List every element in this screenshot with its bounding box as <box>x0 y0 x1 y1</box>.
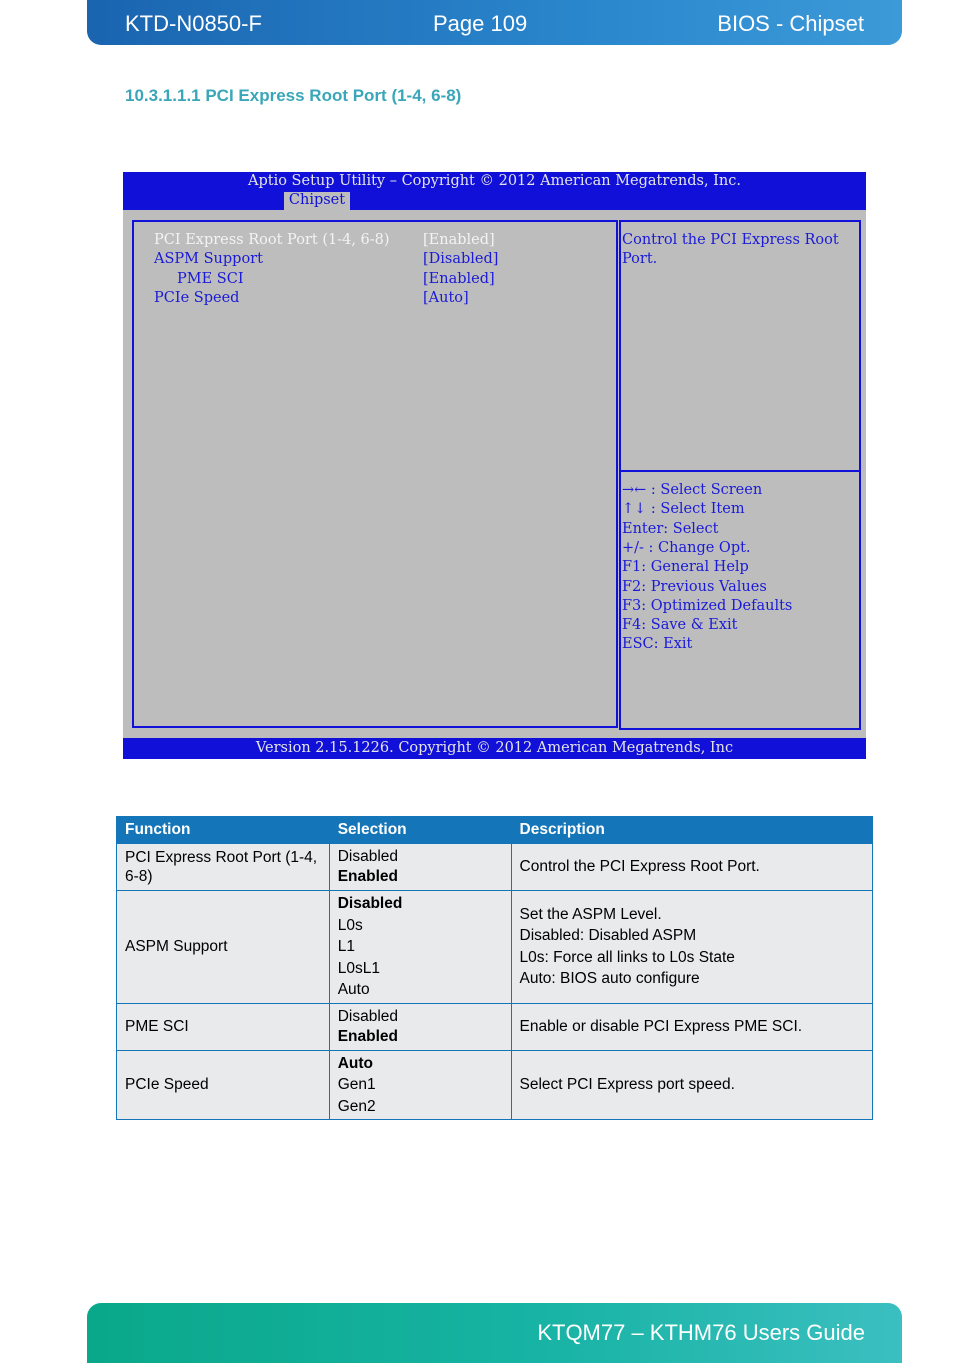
page-number: Page 109 <box>433 11 528 36</box>
key-hint: +/- : Change Opt. <box>622 540 751 556</box>
bios-value-pcie-root-port[interactable]: [Enabled] <box>423 232 495 248</box>
cell-description <box>511 1003 872 1050</box>
description-line: Disabled: Disabled ASPM <box>519 927 697 945</box>
option-default: Enabled <box>337 868 399 885</box>
bios-settings-panel <box>132 220 618 728</box>
bios-value-pcie-speed[interactable]: [Auto] <box>423 290 469 306</box>
table-row <box>117 1050 873 1120</box>
bios-title: Aptio Setup Utility – Copyright © 2012 American Megatrends, Inc. <box>248 173 741 189</box>
bios-title-bar <box>123 172 866 210</box>
description-line: Enable or disable PCI Express PME SCI. <box>519 1017 803 1035</box>
bios-item-pme-sci[interactable]: PME SCI <box>177 271 244 287</box>
option: Disabled <box>337 1007 399 1025</box>
description-line: Set the ASPM Level. <box>519 905 662 923</box>
table-row <box>117 891 873 1004</box>
bios-value-pme-sci[interactable]: [Enabled] <box>423 271 495 287</box>
description-line: L0s: Force all links to L0s State <box>519 948 735 966</box>
cell-description <box>511 1050 872 1120</box>
table-header-row <box>117 817 873 844</box>
section-name: BIOS - Chipset <box>717 11 864 36</box>
bios-screenshot <box>123 172 866 759</box>
col-header-description: Description <box>511 817 872 844</box>
table-row <box>117 1003 873 1050</box>
table-row <box>117 844 873 891</box>
settings-table <box>116 816 873 1120</box>
bios-key-legend <box>619 470 861 730</box>
option-default: Enabled <box>337 1027 399 1045</box>
cell-function: PME SCI <box>117 1003 330 1050</box>
help-line: Control the PCI Express Root <box>622 232 839 248</box>
cell-description <box>511 891 872 1004</box>
key-hint: →← : Select Screen <box>622 482 763 498</box>
tab-chipset[interactable]: Chipset <box>284 192 350 210</box>
col-header-function: Function <box>117 817 330 844</box>
key-hint: Enter: Select <box>622 521 719 537</box>
option-default: Auto <box>337 1054 374 1072</box>
col-header-selection: Selection <box>329 817 511 844</box>
cell-function: PCIe Speed <box>117 1050 330 1120</box>
cell-description <box>511 844 872 891</box>
bios-item-aspm-support[interactable]: ASPM Support <box>154 251 263 267</box>
bios-help-panel <box>619 220 861 472</box>
option: L0s <box>337 916 363 934</box>
doc-id: KTD-N0850-F <box>125 11 262 36</box>
bios-item-pcie-speed[interactable]: PCIe Speed <box>154 290 240 306</box>
option: L0sL1 <box>337 959 380 977</box>
bios-item-pcie-root-port[interactable]: PCI Express Root Port (1-4, 6-8) <box>154 232 390 248</box>
cell-function: ASPM Support <box>117 891 330 1004</box>
key-hint: ↑↓ : Select Item <box>622 501 745 517</box>
key-hint: F2: Previous Values <box>622 579 767 595</box>
option: Disabled <box>337 848 399 865</box>
description-line: Select PCI Express port speed. <box>519 1076 735 1093</box>
help-line: Port. <box>622 251 658 267</box>
key-hint: F4: Save & Exit <box>622 617 738 633</box>
description-line: Auto: BIOS auto configure <box>519 970 700 988</box>
key-hint: F1: General Help <box>622 559 749 575</box>
option: L1 <box>337 938 355 955</box>
guide-title: KTQM77 – KTHM76 Users Guide <box>537 1320 865 1345</box>
cell-selection <box>329 891 511 1004</box>
key-hint: ESC: Exit <box>622 636 693 652</box>
section-title: 10.3.1.1.1 PCI Express Root Port (1-4, 6-8) <box>125 86 462 105</box>
cell-selection <box>329 1003 511 1050</box>
cell-selection <box>329 1050 511 1120</box>
cell-function: PCI Express Root Port (1-4, 6-8) <box>117 844 330 891</box>
option: Gen2 <box>337 1097 376 1115</box>
bios-version-bar: Version 2.15.1226. Copyright © 2012 American Megatrends, Inc <box>123 738 866 759</box>
cell-selection <box>329 844 511 891</box>
page-header <box>87 0 902 45</box>
key-hint: F3: Optimized Defaults <box>622 598 793 614</box>
page-footer <box>87 1303 902 1363</box>
option: Gen1 <box>337 1076 376 1093</box>
description-line: Control the PCI Express Root Port. <box>519 858 760 876</box>
option-default: Disabled <box>337 895 403 912</box>
option: Auto <box>337 981 370 998</box>
bios-value-aspm-support[interactable]: [Disabled] <box>423 251 499 267</box>
